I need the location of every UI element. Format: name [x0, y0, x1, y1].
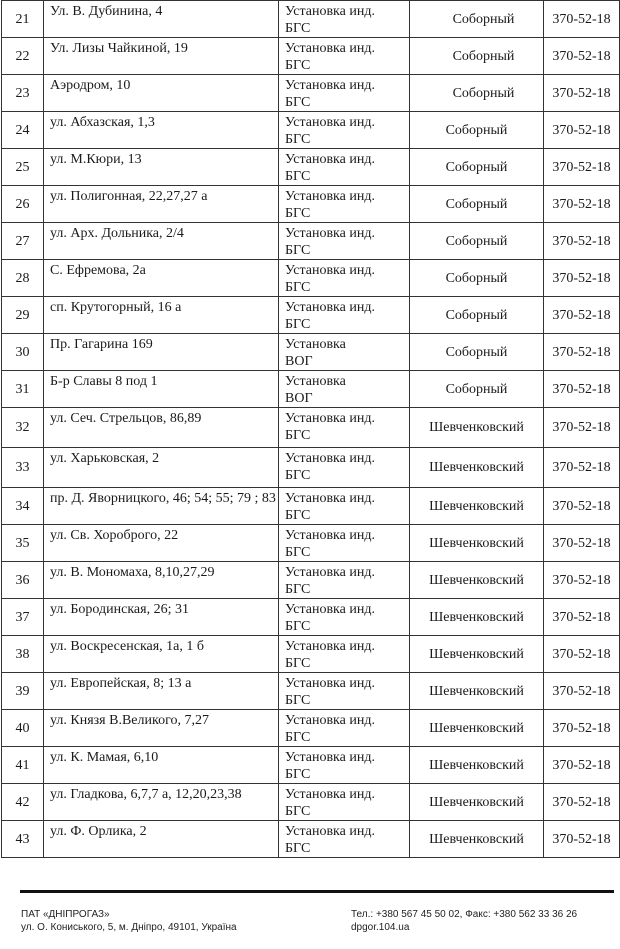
- address-cell: [44, 149, 279, 186]
- row-number-cell: [2, 488, 44, 525]
- address-text: сп. Крутогорный, 16 а: [50, 300, 182, 315]
- installation-type-line: БГС: [285, 280, 311, 295]
- row-number: 36: [15, 572, 30, 588]
- installation-type-line: Установка инд.: [285, 528, 375, 543]
- phone-number: 370-52-18: [552, 307, 611, 323]
- address-cell: [44, 408, 279, 448]
- installation-type-cell: [279, 599, 410, 636]
- row-number-cell: [2, 334, 44, 371]
- address-cell: [44, 710, 279, 747]
- row-number-cell: [2, 747, 44, 784]
- phone-number: 370-52-18: [552, 122, 611, 138]
- address-text: ул. Св. Хороброго, 22: [50, 528, 179, 543]
- phone-cell: [544, 371, 620, 408]
- row-number: 23: [15, 85, 30, 101]
- phone-number: 370-52-18: [552, 609, 611, 625]
- row-number: 32: [15, 420, 30, 435]
- footer-company-address: ул. О. Кониського, 5, м. Дніпро, 49101, Україна: [21, 922, 237, 933]
- installation-type-line: Установка: [285, 337, 346, 352]
- installation-type-cell: [279, 260, 410, 297]
- row-number: 24: [15, 122, 30, 138]
- district-cell: [410, 673, 544, 710]
- phone-cell: [544, 673, 620, 710]
- row-number-cell: [2, 525, 44, 562]
- row-number: 33: [15, 460, 30, 475]
- address-text: ул. Абхазская, 1,3: [50, 115, 155, 130]
- installation-type-cell: [279, 448, 410, 488]
- installation-type-line: Установка инд.: [285, 152, 375, 167]
- district-text: Шевченковский: [429, 720, 524, 736]
- phone-cell: [544, 525, 620, 562]
- address-text: ул. М.Кюри, 13: [50, 152, 142, 167]
- row-number: 38: [15, 646, 30, 662]
- district-cell: [410, 599, 544, 636]
- address-cell: [44, 186, 279, 223]
- row-number: 30: [15, 344, 30, 360]
- district-cell: [410, 112, 544, 149]
- table-row: [2, 38, 620, 75]
- district-cell: [410, 75, 544, 112]
- district-text: Соборный: [452, 48, 515, 64]
- installation-type-cell: [279, 334, 410, 371]
- row-number: 25: [15, 159, 30, 175]
- installation-type-line: БГС: [285, 169, 311, 184]
- phone-number: 370-52-18: [552, 460, 611, 475]
- district-text: Шевченковский: [429, 831, 524, 847]
- installation-type-line: Установка инд.: [285, 565, 375, 580]
- installation-type-line: БГС: [285, 428, 311, 443]
- address-text: Аэродром, 10: [50, 78, 131, 93]
- installation-type-cell: [279, 1, 410, 38]
- footer-divider: [20, 890, 614, 893]
- row-number: 34: [15, 498, 30, 514]
- installation-type-cell: [279, 149, 410, 186]
- address-text: пр. Д. Яворницкого, 46; 54; 55; 79 ; 83: [50, 491, 276, 506]
- phone-number: 370-52-18: [552, 420, 611, 435]
- address-text: Б-р Славы 8 под 1: [50, 374, 158, 389]
- address-text: ул. Воскресенская, 1а, 1 б: [50, 639, 205, 654]
- district-cell: [410, 636, 544, 673]
- installation-type-cell: [279, 186, 410, 223]
- district-text: Шевченковский: [429, 535, 524, 551]
- district-cell: [410, 747, 544, 784]
- installation-type-line: Установка инд.: [285, 189, 375, 204]
- installation-type-cell: [279, 747, 410, 784]
- table-row: [2, 710, 620, 747]
- address-text: ул. Князя В.Великого, 7,27: [50, 713, 209, 728]
- phone-number: 370-52-18: [552, 535, 611, 551]
- row-number-cell: [2, 562, 44, 599]
- row-number-cell: [2, 38, 44, 75]
- phone-number: 370-52-18: [552, 683, 611, 699]
- phone-number: 370-52-18: [552, 270, 611, 286]
- table-row: [2, 673, 620, 710]
- row-number: 43: [15, 831, 30, 847]
- installation-type-cell: [279, 562, 410, 599]
- row-number: 29: [15, 307, 30, 323]
- installation-type-cell: [279, 636, 410, 673]
- phone-cell: [544, 636, 620, 673]
- table-row: [2, 297, 620, 334]
- phone-cell: [544, 784, 620, 821]
- address-text: ул. Харьковская, 2: [50, 451, 160, 466]
- district-cell: [410, 784, 544, 821]
- installation-type-cell: [279, 784, 410, 821]
- installation-type-line: БГС: [285, 545, 311, 560]
- district-text: Соборный: [445, 122, 508, 138]
- phone-number: 370-52-18: [552, 381, 611, 397]
- table-row: [2, 186, 620, 223]
- installation-type-line: БГС: [285, 21, 311, 36]
- phone-number: 370-52-18: [552, 498, 611, 514]
- installation-type-line: Установка инд.: [285, 750, 375, 765]
- district-text: Соборный: [452, 11, 515, 27]
- address-cell: [44, 784, 279, 821]
- installation-type-line: ВОГ: [285, 354, 313, 369]
- address-cell: [44, 112, 279, 149]
- installation-type-cell: [279, 112, 410, 149]
- phone-number: 370-52-18: [552, 196, 611, 212]
- row-number-cell: [2, 673, 44, 710]
- phone-cell: [544, 710, 620, 747]
- phone-cell: [544, 297, 620, 334]
- row-number: 22: [15, 48, 30, 64]
- installation-type-cell: [279, 525, 410, 562]
- row-number: 31: [15, 381, 30, 397]
- table-row: [2, 149, 620, 186]
- installation-type-line: БГС: [285, 730, 311, 745]
- address-text: Пр. Гагарина 169: [50, 337, 153, 352]
- district-cell: [410, 38, 544, 75]
- installation-type-line: БГС: [285, 132, 311, 147]
- row-number-cell: [2, 75, 44, 112]
- installation-type-cell: [279, 673, 410, 710]
- table-row: [2, 488, 620, 525]
- footer-company-block: [21, 908, 237, 934]
- district-cell: [410, 562, 544, 599]
- installation-type-line: БГС: [285, 243, 311, 258]
- footer-phone-fax: Тел.: +380 567 45 50 02, Факс: +380 562 33 36 26: [351, 909, 578, 920]
- installation-type-line: Установка инд.: [285, 41, 375, 56]
- row-number-cell: [2, 186, 44, 223]
- table-row: [2, 636, 620, 673]
- row-number-cell: [2, 821, 44, 858]
- phone-cell: [544, 334, 620, 371]
- address-cell: [44, 599, 279, 636]
- address-cell: [44, 562, 279, 599]
- district-cell: [410, 710, 544, 747]
- installation-type-line: ВОГ: [285, 391, 313, 406]
- installation-type-line: Установка инд.: [285, 115, 375, 130]
- row-number: 35: [15, 535, 30, 551]
- installation-type-line: БГС: [285, 206, 311, 221]
- installation-type-line: БГС: [285, 693, 311, 708]
- district-text: Шевченковский: [429, 646, 524, 662]
- district-text: Шевченковский: [429, 794, 524, 810]
- installation-type-cell: [279, 38, 410, 75]
- table-row: [2, 371, 620, 408]
- footer-company-name: ПАТ «ДНІПРОГАЗ»: [21, 909, 110, 920]
- installation-type-line: Установка инд.: [285, 411, 375, 426]
- address-cell: [44, 38, 279, 75]
- row-number: 27: [15, 233, 30, 249]
- installation-type-line: Установка инд.: [285, 602, 375, 617]
- district-cell: [410, 371, 544, 408]
- address-text: ул. Сеч. Стрельцов, 86,89: [50, 411, 202, 426]
- phone-cell: [544, 488, 620, 525]
- row-number-cell: [2, 1, 44, 38]
- address-cell: [44, 448, 279, 488]
- gas-installations-table: [1, 0, 620, 858]
- installation-type-line: Установка инд.: [285, 713, 375, 728]
- address-cell: [44, 334, 279, 371]
- district-cell: [410, 149, 544, 186]
- district-cell: [410, 297, 544, 334]
- row-number-cell: [2, 223, 44, 260]
- district-text: Соборный: [445, 270, 508, 286]
- phone-cell: [544, 599, 620, 636]
- district-cell: [410, 525, 544, 562]
- phone-number: 370-52-18: [552, 85, 611, 101]
- address-cell: [44, 260, 279, 297]
- district-cell: [410, 408, 544, 448]
- table-row: [2, 599, 620, 636]
- district-text: Соборный: [445, 307, 508, 323]
- phone-number: 370-52-18: [552, 344, 611, 360]
- installation-type-cell: [279, 223, 410, 260]
- installation-type-line: Установка инд.: [285, 824, 375, 839]
- address-text: Ул. Лизы Чайкиной, 19: [50, 41, 188, 56]
- address-cell: [44, 747, 279, 784]
- phone-number: 370-52-18: [552, 233, 611, 249]
- phone-cell: [544, 223, 620, 260]
- installation-type-line: БГС: [285, 468, 311, 483]
- table-row: [2, 1, 620, 38]
- address-cell: [44, 821, 279, 858]
- phone-cell: [544, 562, 620, 599]
- address-cell: [44, 636, 279, 673]
- district-text: Соборный: [445, 196, 508, 212]
- table-row: [2, 408, 620, 448]
- phone-cell: [544, 112, 620, 149]
- installation-type-line: Установка инд.: [285, 676, 375, 691]
- phone-cell: [544, 408, 620, 448]
- installation-type-line: БГС: [285, 317, 311, 332]
- phone-cell: [544, 448, 620, 488]
- row-number-cell: [2, 710, 44, 747]
- address-text: ул. Арх. Дольника, 2/4: [50, 226, 184, 241]
- district-cell: [410, 223, 544, 260]
- footer-contacts-block: [351, 908, 577, 934]
- district-cell: [410, 488, 544, 525]
- phone-number: 370-52-18: [552, 831, 611, 847]
- address-text: ул. Полигонная, 22,27,27 а: [50, 189, 208, 204]
- installation-type-line: БГС: [285, 582, 311, 597]
- phone-cell: [544, 186, 620, 223]
- table-row: [2, 784, 620, 821]
- address-cell: [44, 1, 279, 38]
- row-number: 37: [15, 609, 30, 625]
- installation-type-line: БГС: [285, 58, 311, 73]
- district-text: Шевченковский: [429, 420, 524, 435]
- address-cell: [44, 488, 279, 525]
- row-number-cell: [2, 408, 44, 448]
- table-row: [2, 525, 620, 562]
- phone-number: 370-52-18: [552, 720, 611, 736]
- district-text: Соборный: [445, 344, 508, 360]
- phone-cell: [544, 821, 620, 858]
- address-cell: [44, 297, 279, 334]
- table-row: [2, 112, 620, 149]
- address-text: ул. В. Мономаха, 8,10,27,29: [50, 565, 215, 580]
- row-number: 39: [15, 683, 30, 699]
- table-row: [2, 747, 620, 784]
- table-row: [2, 260, 620, 297]
- installation-type-line: БГС: [285, 619, 311, 634]
- installation-type-line: БГС: [285, 656, 311, 671]
- installation-type-cell: [279, 710, 410, 747]
- installation-type-line: БГС: [285, 804, 311, 819]
- phone-number: 370-52-18: [552, 159, 611, 175]
- district-cell: [410, 821, 544, 858]
- table-row: [2, 821, 620, 858]
- address-text: ул. Гладкова, 6,7,7 а, 12,20,23,38: [50, 787, 242, 802]
- row-number: 40: [15, 720, 30, 736]
- installation-type-line: Установка инд.: [285, 451, 375, 466]
- row-number-cell: [2, 448, 44, 488]
- phone-number: 370-52-18: [552, 572, 611, 588]
- installation-type-line: Установка инд.: [285, 787, 375, 802]
- district-text: Шевченковский: [429, 498, 524, 514]
- address-text: ул. Бородинская, 26; 31: [50, 602, 189, 617]
- district-text: Соборный: [445, 159, 508, 175]
- address-cell: [44, 673, 279, 710]
- phone-cell: [544, 75, 620, 112]
- installation-type-line: Установка инд.: [285, 263, 375, 278]
- phone-number: 370-52-18: [552, 48, 611, 64]
- district-text: Соборный: [445, 233, 508, 249]
- row-number-cell: [2, 260, 44, 297]
- installation-type-cell: [279, 488, 410, 525]
- phone-cell: [544, 747, 620, 784]
- row-number-cell: [2, 112, 44, 149]
- installation-type-line: Установка инд.: [285, 78, 375, 93]
- address-cell: [44, 223, 279, 260]
- district-cell: [410, 260, 544, 297]
- address-text: Ул. В. Дубинина, 4: [50, 4, 163, 19]
- district-text: Шевченковский: [429, 609, 524, 625]
- table-row: [2, 334, 620, 371]
- installation-type-line: БГС: [285, 841, 311, 856]
- table-row: [2, 223, 620, 260]
- row-number: 28: [15, 270, 30, 286]
- address-text: ул. К. Мамая, 6,10: [50, 750, 159, 765]
- district-cell: [410, 334, 544, 371]
- phone-cell: [544, 260, 620, 297]
- row-number-cell: [2, 371, 44, 408]
- district-text: Шевченковский: [429, 757, 524, 773]
- phone-number: 370-52-18: [552, 757, 611, 773]
- row-number: 42: [15, 794, 30, 810]
- table-row: [2, 562, 620, 599]
- phone-cell: [544, 149, 620, 186]
- row-number: 26: [15, 196, 30, 212]
- phone-number: 370-52-18: [552, 11, 611, 27]
- address-text: ул. Европейская, 8; 13 а: [50, 676, 192, 691]
- row-number-cell: [2, 636, 44, 673]
- district-cell: [410, 448, 544, 488]
- row-number-cell: [2, 599, 44, 636]
- district-text: Шевченковский: [429, 460, 524, 475]
- phone-number: 370-52-18: [552, 794, 611, 810]
- address-text: ул. Ф. Орлика, 2: [50, 824, 147, 839]
- installation-type-line: Установка инд.: [285, 300, 375, 315]
- installation-type-line: БГС: [285, 767, 311, 782]
- installation-type-line: Установка инд.: [285, 4, 375, 19]
- table-row: [2, 448, 620, 488]
- row-number-cell: [2, 784, 44, 821]
- phone-number: 370-52-18: [552, 646, 611, 662]
- installation-type-cell: [279, 408, 410, 448]
- address-cell: [44, 525, 279, 562]
- phone-cell: [544, 38, 620, 75]
- district-text: Соборный: [452, 85, 515, 101]
- row-number-cell: [2, 297, 44, 334]
- installation-type-cell: [279, 297, 410, 334]
- row-number: 21: [15, 11, 30, 27]
- address-text: С. Ефремова, 2а: [50, 263, 146, 278]
- district-text: Соборный: [445, 381, 508, 397]
- installation-type-line: Установка: [285, 374, 346, 389]
- address-cell: [44, 371, 279, 408]
- installation-type-line: БГС: [285, 95, 311, 110]
- phone-cell: [544, 1, 620, 38]
- row-number: 41: [15, 757, 30, 773]
- table-row: [2, 75, 620, 112]
- district-text: Шевченковский: [429, 572, 524, 588]
- installation-type-line: Установка инд.: [285, 639, 375, 654]
- table-body: [2, 1, 620, 858]
- district-text: Шевченковский: [429, 683, 524, 699]
- installation-type-line: Установка инд.: [285, 491, 375, 506]
- installation-type-cell: [279, 371, 410, 408]
- installation-type-line: БГС: [285, 508, 311, 523]
- district-cell: [410, 1, 544, 38]
- footer-website: dpgor.104.ua: [351, 922, 410, 933]
- installation-type-cell: [279, 75, 410, 112]
- row-number-cell: [2, 149, 44, 186]
- installation-type-line: Установка инд.: [285, 226, 375, 241]
- address-cell: [44, 75, 279, 112]
- installation-type-cell: [279, 821, 410, 858]
- district-cell: [410, 186, 544, 223]
